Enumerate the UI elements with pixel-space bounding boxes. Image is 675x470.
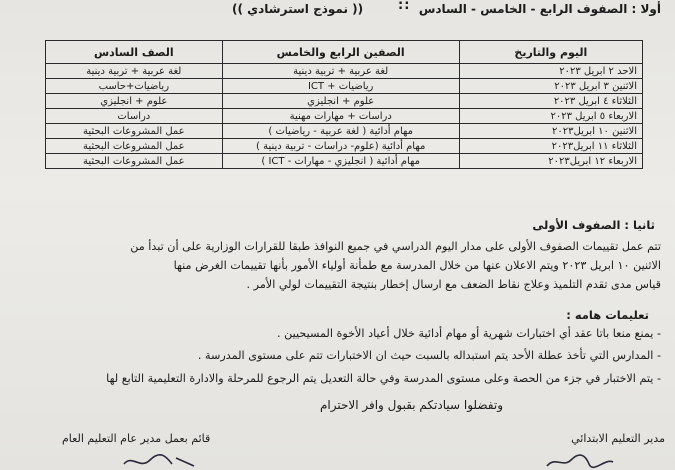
section2-heading: ثانيا : الصفوف الأولى [532, 218, 655, 232]
closing-line: وتفضلوا سيادتكم بقبول وافر الاحترام [319, 398, 503, 412]
cell-grades-4-5: مهام أدائية (علوم- دراسات - تربية دينية ) [222, 139, 459, 154]
header-grade-6: الصف السادس [46, 41, 223, 64]
header-grades-4-5: الصفين الرابع والخامس [222, 41, 459, 64]
handwritten-signature-right [545, 452, 615, 470]
cell-date: الثلاثاء ١١ ابريل٢٠٢٣ [459, 139, 642, 154]
model-label: (( نموذج استرشادي )) [232, 2, 364, 16]
handwritten-signature-left [120, 452, 200, 470]
cell-grades-4-5: دراسات + مهارات مهنية [222, 109, 459, 124]
signature-general-director: قائم بعمل مدير عام التعليم العام [62, 432, 211, 445]
cell-grade-6: لغة عربية + تربية دينية [46, 64, 223, 79]
table-row [46, 79, 643, 94]
cell-grade-6: علوم + انجليزي [46, 94, 223, 109]
cell-grade-6: رياضيات+حاسب [46, 79, 223, 94]
cell-grade-6: دراسات [46, 109, 223, 124]
table-header-row [46, 41, 643, 64]
header-dots: :: [398, 0, 411, 13]
instructions-heading: تعليمات هامه : [566, 308, 649, 322]
exam-schedule-table [45, 40, 643, 169]
cell-grade-6: عمل المشروعات البحثية [46, 154, 223, 169]
cell-grade-6: عمل المشروعات البحثية [46, 124, 223, 139]
cell-grades-4-5: علوم + انجليزي [222, 94, 459, 109]
table-row [46, 154, 643, 169]
document-header [0, 2, 675, 22]
cell-grades-4-5: مهام أدائية ( انجليزي - مهارات - ICT ) [222, 154, 459, 169]
header-date: اليوم والتاريخ [459, 41, 642, 64]
cell-grades-4-5: رياضيات + ICT [222, 79, 459, 94]
signature-primary-director: مدير التعليم الابتدائي [571, 432, 665, 445]
instruction-item: - يمنع منعا باتا عقد أي اختبارات شهرية أو مهام أدائية خلال أعياد الأخوة المسيحيين . [276, 327, 661, 340]
cell-date: الثلاثاء ٤ ابريل ٢٠٢٣ [459, 94, 642, 109]
section2-paragraph-line: قياس مدى تقدم التلميذ وعلاج نقاط الضعف مع ارسال إخطار بنتيجة التقييمات لولي الأمر . [246, 278, 661, 291]
table-row [46, 124, 643, 139]
cell-date: الاثنين ٣ ابريل ٢٠٢٣ [459, 79, 642, 94]
cell-date: الاربعاء ٥ ابريل ٢٠٢٣ [459, 109, 642, 124]
table-row [46, 64, 643, 79]
table-row [46, 139, 643, 154]
section2-paragraph-line: تتم عمل تقييمات الصفوف الأولى على مدار اليوم الدراسي في جميع النوافذ طبقا للقرارات الوزارية على أن تبدأ من [130, 240, 661, 253]
cell-grades-4-5: مهام أدائية ( لغة عربية - رياضيات ) [222, 124, 459, 139]
section2-paragraph-line: الاثنين ١٠ ابريل ٢٠٢٣ ويتم الاعلان عنها من خلال المدرسة مع طمأنة أولياء الأمور بأنها تقييمات الغرض منها [173, 259, 661, 272]
table-row [46, 109, 643, 124]
cell-date: الاثنين ١٠ ابريل٢٠٢٣ [459, 124, 642, 139]
section1-heading: أولا : الصفوف الرابع - الخامس - السادس [418, 2, 661, 16]
cell-grade-6: عمل المشروعات البحثية [46, 139, 223, 154]
cell-date: الاربعاء ١٢ ابريل٢٠٢٣ [459, 154, 642, 169]
table-row [46, 94, 643, 109]
instruction-item: - يتم الاختبار في جزء من الحصة وعلى مستوى المدرسة وفي حالة التعديل يتم الرجوع للمرحلة والادارة التعليمية التابع لها [106, 372, 661, 385]
instruction-item: - المدارس التي تأخذ عطلة الأحد يتم استبداله بالسبت حيث ان الاختبارات تتم على مستوى المدرسة . [197, 349, 661, 362]
cell-date: الاحد ٢ ابريل ٢٠٢٣ [459, 64, 642, 79]
cell-grades-4-5: لغة عربية + تربية دينية [222, 64, 459, 79]
